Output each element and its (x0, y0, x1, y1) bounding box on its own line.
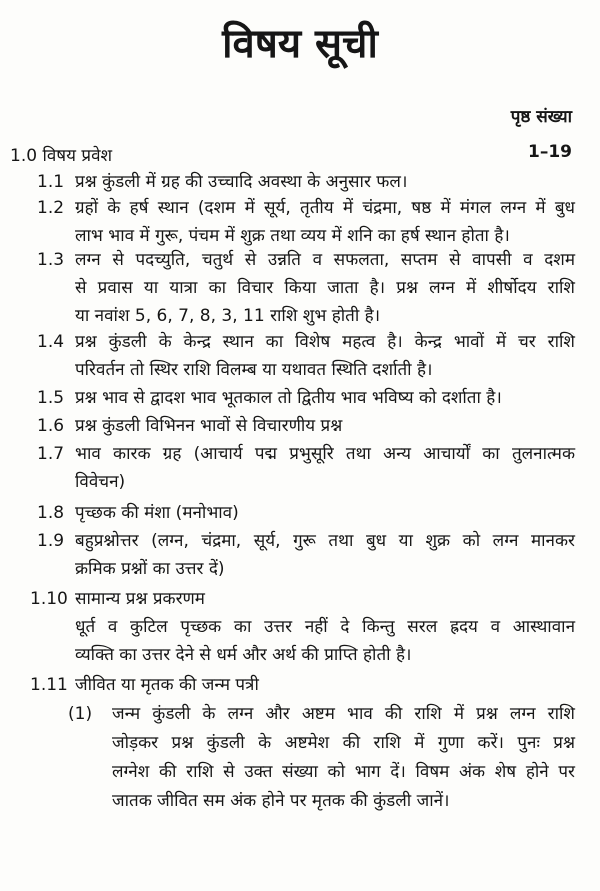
entry-text-line: ग्रहों के हर्ष स्थान (दशम में सूर्य, तृतीय में चंद्रमा, षष्ठ में मंगल लग्न में बुध (75, 198, 575, 218)
entry-text-line: जातक जीवित सम अंक होने पर मृतक की कुंडली जानें। (112, 791, 450, 811)
entry-number: 1.2 (37, 198, 65, 218)
page-number-column-header: पृष्ठ संख्या (510, 107, 572, 127)
entry-text-line: या नवांश 5, 6, 7, 8, 3, 11 राशि शुभ होती है। (75, 306, 381, 326)
entry-number: 1.7 (37, 444, 65, 464)
entry-text-line: धूर्त व कुटिल पृच्छक का उत्तर नहीं दे किन्तु सरल ह्रदय व आस्थावान (75, 617, 575, 637)
entry-text-line: भाव कारक ग्रह (आचार्य पद्म प्रभुसूरि तथा अन्य आचार्यों का तुलनात्मक (75, 444, 575, 464)
chapter-heading (10, 142, 112, 170)
entry-number: 1.4 (37, 332, 65, 352)
chapter-pages: 1–19 (528, 142, 572, 162)
entry-text-line: पृच्छक की मंशा (मनोभाव) (75, 503, 239, 523)
entry-number: 1.11 (30, 675, 68, 695)
entry-text-line: प्रश्न भाव से द्वादश भाव भूतकाल तो द्वितीय भाव भविष्य को दर्शाता है। (75, 388, 502, 408)
entry-number: 1.6 (37, 416, 65, 436)
entry-number: 1.1 (37, 172, 65, 192)
entry-number: 1.10 (30, 589, 68, 609)
entry-number: 1.5 (37, 388, 65, 408)
entry-number: 1.3 (37, 250, 65, 270)
chapter-number: 1.0 (10, 146, 38, 166)
entry-number: 1.8 (37, 503, 65, 523)
chapter-label: विषय प्रवेश (42, 146, 113, 166)
entry-text-line: लग्न से पदच्युति, चतुर्थ से उन्नति व सफलता, सप्तम से वापसी व दशम (75, 250, 575, 270)
entry-text-line: परिवर्तन तो स्थिर राशि विलम्ब या यथावत स्थिति दर्शाती है। (75, 360, 433, 380)
entry-text-line: व्यक्ति का उत्तर देने से धर्म और अर्थ की प्राप्ति होती है। (75, 645, 412, 665)
entry-text-line: सामान्य प्रश्न प्रकरणम (75, 589, 205, 609)
entry-text-line: विवेचन) (75, 472, 126, 492)
entry-text-line: क्रमिक प्रश्नों का उत्तर दें) (75, 559, 225, 579)
entry-text-line: बहुप्रश्नोत्तर (लग्न, चंद्रमा, सूर्य, गुरू तथा बुध या शुक्र को लग्न मानकर (75, 531, 575, 551)
entry-text-line: लग्नेश की राशि से उक्त संख्या को भाग दें। विषम अंक शेष होने पर (112, 762, 575, 782)
entry-text-line: से प्रवास या यात्रा का विचार किया जाता है। प्रश्न लग्न में शीर्षोदय राशि (75, 278, 575, 298)
entry-text-line: जन्म कुंडली के लग्न और अष्टम भाव की राशि में प्रश्न लग्न राशि (112, 704, 575, 724)
entry-text-line: जीवित या मृतक की जन्म पत्री (75, 675, 259, 695)
entry-number: (1) (68, 704, 93, 724)
entry-text-line: प्रश्न कुंडली के केन्द्र स्थान का विशेष महत्व है। केन्द्र भावों में चर राशि (75, 332, 575, 352)
entry-text-line: प्रश्न कुंडली विभिनन भावों से विचारणीय प्रश्न (75, 416, 343, 436)
entry-text-line: प्रश्न कुंडली में ग्रह की उच्चादि अवस्था के अनुसार फल। (75, 172, 408, 192)
entry-number: 1.9 (37, 531, 65, 551)
entry-text-line: लाभ भाव में गुरू, पंचम में शुक्र तथा व्यय में शनि का हर्ष स्थान होता है। (75, 226, 510, 246)
entry-text-line: जोड़कर प्रश्न कुंडली के अष्टमेश की राशि में गुणा करें। पुनः प्रश्न (112, 733, 575, 753)
page-title: विषय सूची (222, 21, 378, 67)
